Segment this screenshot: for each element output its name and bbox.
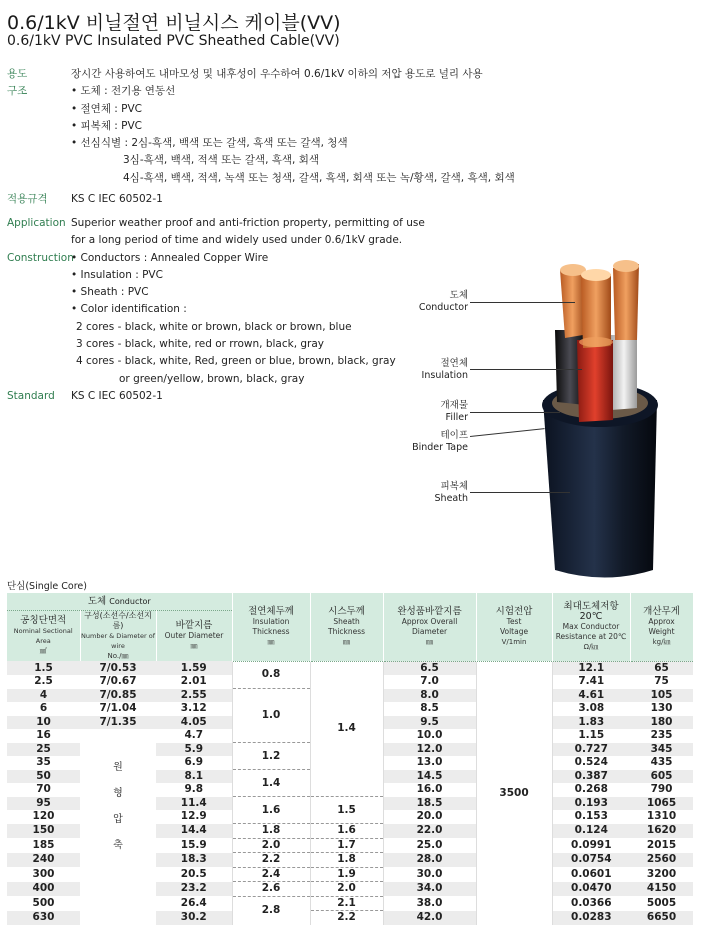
cell-max-resistance: 7.41 [552,675,630,689]
cell-sheath-thickness: 1.6 [310,824,383,839]
header-overall-en2: Diameter [412,626,448,636]
cell-area: 1.5 [7,661,80,675]
header-max-resistance-ko: 최대도체저항20℃ [563,600,619,622]
cell-sheath-thickness: 2.1 [310,896,383,911]
application-line-2: for a long period of time and widely used under 0.6/1kV grade. [71,234,403,247]
callout-filler-line [470,412,560,413]
cell-max-resistance: 0.0283 [552,911,630,925]
construction-3cores: 3 cores - black, white, red or rrown, black, gray [76,338,325,351]
construction-2cores: 2 cores - black, white or brown, black or brown, blue [76,320,352,333]
cell-area: 150 [7,824,80,839]
cell-overall-diameter: 18.5 [383,797,476,811]
cell-weight: 1620 [630,824,693,839]
cell-sheath-thickness: 2.2 [310,911,383,925]
header-insulation-unit: ㎜ [267,637,275,646]
cell-area: 50 [7,770,80,784]
cell-max-resistance: 0.387 [552,770,630,784]
cell-outer-diameter: 26.4 [156,896,232,911]
structure-sheath: • 피복체 : PVC [71,119,143,132]
header-max-resistance-unit: Ω/㎞ [583,642,599,651]
cell-outer-diameter: 1.59 [156,661,232,675]
red-core-top [579,337,613,347]
cell-max-resistance: 0.153 [552,810,630,824]
callout-insulation-en: Insulation [421,370,468,381]
cell-outer-diameter: 4.05 [156,716,232,730]
cell-overall-diameter: 8.5 [383,702,476,716]
header-test-voltage-unit: V/1min [501,637,527,646]
cell-overall-diameter: 7.0 [383,675,476,689]
callout-filler-ko: 개재물 [440,400,468,411]
cell-overall-diameter: 9.5 [383,716,476,730]
cell-overall-diameter: 42.0 [383,911,476,925]
cell-strand: 7/0.53 [80,661,156,675]
cell-area: 95 [7,797,80,811]
header-sheath-en1: Sheath [333,616,360,626]
cell-overall-diameter: 6.5 [383,661,476,675]
header-test-voltage-en2: Voltage [499,626,529,636]
cell-outer-diameter: 23.2 [156,882,232,897]
cell-max-resistance: 0.0366 [552,896,630,911]
compact-label-char: 형 [113,788,123,799]
cell-outer-diameter: 6.9 [156,756,232,770]
cell-weight: 5005 [630,896,693,911]
header-conductor [7,593,232,611]
header-weight-en2: Weight [648,626,675,636]
cell-outer-diameter: 2.55 [156,689,232,703]
header-overall-en1: Approx Overall [401,616,458,626]
cell-outer-diameter: 15.9 [156,838,232,853]
header-insulation [232,593,310,661]
cell-weight: 1310 [630,810,693,824]
header-sheath-unit: ㎜ [343,637,351,646]
cell-insulation-thickness: 0.8 [232,661,310,689]
construction-conductors: • Conductors : Annealed Copper Wire [71,251,269,264]
cell-outer-diameter: 12.9 [156,810,232,824]
cell-overall-diameter: 16.0 [383,783,476,797]
cell-max-resistance: 0.124 [552,824,630,839]
header-weight-unit: kg/㎞ [652,637,671,646]
header-weight-ko: 개산무게 [643,605,680,617]
standard-label-en: Standard [7,389,55,402]
cell-max-resistance: 0.193 [552,797,630,811]
callout-tape-en: Binder Tape [412,442,468,453]
construction-sheath: • Sheath : PVC [71,286,149,299]
cell-max-resistance: 4.61 [552,689,630,703]
callout-insulation-line [470,369,582,370]
callout-sheath-en: Sheath [434,493,468,504]
header-conductor-en: Conductor [109,596,151,606]
cell-weight: 605 [630,770,693,784]
cell-overall-diameter: 34.0 [383,882,476,897]
cell-outer-diameter: 9.8 [156,783,232,797]
cell-weight: 105 [630,689,693,703]
header-area-ko: 공칭단면적 [20,615,67,626]
cell-insulation-thickness: 2.0 [232,838,310,853]
structure-conductor: • 도체 : 전기용 연동선 [71,85,176,98]
structure-color-3core: 3심-흑색, 백색, 적색 또는 갈색, 흑색, 회색 [123,154,319,167]
cell-overall-diameter: 28.0 [383,853,476,868]
cell-max-resistance: 12.1 [552,661,630,675]
cell-outer-diameter: 18.3 [156,853,232,868]
cell-overall-diameter: 10.0 [383,729,476,743]
construction-4cores-cont: or green/yellow, brown, black, gray [119,372,305,385]
cell-weight: 2015 [630,838,693,853]
cell-area: 185 [7,838,80,853]
cell-overall-diameter: 25.0 [383,838,476,853]
english-spec-block [7,215,425,405]
header-strand-unit: No./㎜ [107,652,129,660]
cell-sheath-thickness: 1.9 [310,867,383,882]
cell-overall-diameter: 12.0 [383,743,476,757]
header-sheath [310,593,383,661]
header-sheath-ko: 시스두께 [328,605,365,617]
cell-weight: 130 [630,702,693,716]
header-insulation-en1: Insulation [252,616,290,626]
cell-sheath-thickness: 1.5 [310,797,383,824]
construction-4cores: 4 cores - black, white, Red, green or blue, brown, black, gray [76,355,396,368]
cell-area: 35 [7,756,80,770]
cell-sheath-thickness: 2.0 [310,882,383,897]
usage-text: 장시간 사용하여도 내마모성 및 내후성이 우수하여 0.6/1kV 이하의 저압 용도로 널리 사용 [71,68,483,80]
cell-strand: 7/0.67 [80,675,156,689]
header-od-unit: ㎜ [190,642,198,650]
header-overall-ko: 완성품바깥지름 [397,605,462,617]
header-test-voltage [476,593,552,661]
page-title-korean: 0.6/1kV 비닐절연 비닐시스 케이블(VV) [7,12,341,34]
cell-weight: 180 [630,716,693,730]
cell-insulation-thickness: 2.2 [232,853,310,868]
compact-label-char: 축 [113,840,123,851]
table-title: 단심(Single Core) [7,581,87,592]
cell-outer-diameter: 20.5 [156,867,232,882]
cell-max-resistance: 1.15 [552,729,630,743]
cell-insulation-thickness: 1.2 [232,743,310,770]
copper-conductor-right [613,264,639,340]
compact-label-char: 원 [113,762,123,773]
header-max-resistance [552,593,630,661]
cell-outer-diameter: 4.7 [156,729,232,743]
callout-conductor-line [470,302,575,303]
header-max-resistance-en1: Max Conductor [562,621,620,631]
callout-conductor-ko: 도체 [449,290,468,301]
cell-weight: 6650 [630,911,693,925]
callout-sheath-ko: 피복체 [440,481,468,492]
callout-sheath [400,481,468,505]
callout-conductor [400,290,468,314]
header-insulation-en2: Thickness [252,626,290,636]
header-strand [80,611,156,662]
cell-weight: 65 [630,661,693,675]
callout-insulation [400,358,468,382]
header-od-en: Outer Diameter [164,631,224,640]
callout-sheath-line [470,492,570,493]
cell-area: 16 [7,729,80,743]
page-title-english: 0.6/1kV PVC Insulated PVC Sheathed Cable(VV) [7,33,340,49]
cell-overall-diameter: 30.0 [383,867,476,882]
application-line-1: Superior weather proof and anti-friction property, permitting of use [71,217,425,229]
standard-value-ko: KS C IEC 60502-1 [71,193,163,206]
construction-insulation: • Insulation : PVC [71,268,163,281]
cell-insulation-thickness: 1.0 [232,689,310,743]
cell-strand: 7/0.85 [80,689,156,703]
cell-outer-diameter: 2.01 [156,675,232,689]
cell-weight: 235 [630,729,693,743]
header-overall [383,593,476,661]
header-od-ko: 바깥지름 [175,620,213,631]
compact-label-char: 압 [113,814,123,825]
cell-overall-diameter: 14.5 [383,770,476,784]
cell-insulation-thickness: 2.6 [232,882,310,897]
cell-max-resistance: 0.727 [552,743,630,757]
header-strand-en: Number & Diameter of wire [81,632,155,650]
construction-color: • Color identification : [71,303,187,316]
cell-max-resistance: 0.268 [552,783,630,797]
cell-area: 400 [7,882,80,897]
cell-max-resistance: 3.08 [552,702,630,716]
cell-weight: 4150 [630,882,693,897]
cell-area: 10 [7,716,80,730]
cell-area: 300 [7,867,80,882]
structure-insulation: • 절연체 : PVC [71,102,143,115]
cell-area: 500 [7,896,80,911]
copper-end-right [613,260,639,272]
cell-max-resistance: 0.524 [552,756,630,770]
copper-end-center [581,269,611,281]
cell-outer-diameter: 14.4 [156,824,232,839]
cell-strand: 7/1.04 [80,702,156,716]
cell-overall-diameter: 20.0 [383,810,476,824]
usage-label: 용도 [7,68,28,80]
header-weight-en1: Approx [648,616,675,626]
spec-table-body [7,661,693,925]
cell-outer-diameter: 11.4 [156,797,232,811]
header-insulation-ko: 절연체두께 [248,605,294,617]
cell-max-resistance: 1.83 [552,716,630,730]
cell-sheath-thickness: 1.7 [310,838,383,853]
cell-overall-diameter: 38.0 [383,896,476,911]
construction-label: Construction [7,251,74,264]
cell-area: 70 [7,783,80,797]
structure-color-id: • 선심식별 : 2심-흑색, 백색 또는 갈색, 흑색 또는 갈색, 청색 [71,137,348,150]
cell-area: 630 [7,911,80,925]
application-label: Application [7,217,66,229]
callout-tape-ko: 테이프 [440,430,468,441]
header-area-unit: ㎟ [39,647,47,655]
cell-compact-stranded [80,729,156,925]
table-row [7,661,693,675]
cell-insulation-thickness: 1.4 [232,770,310,797]
header-weight [630,593,693,661]
cell-weight: 75 [630,675,693,689]
header-outer-diameter [156,611,232,662]
structure-color-4core: 4심-흑색, 백색, 적색, 녹색 또는 청색, 갈색, 흑색, 회색 또는 녹/황색, 갈색, 흑색, 회색 [123,171,515,184]
header-test-voltage-en1: Test [506,616,522,626]
cell-insulation-thickness: 2.8 [232,896,310,925]
cell-weight: 2560 [630,853,693,868]
cell-test-voltage: 3500 [476,661,552,925]
cell-weight: 435 [630,756,693,770]
cell-max-resistance: 0.0470 [552,882,630,897]
copper-conductor-center [581,274,611,348]
cell-area: 4 [7,689,80,703]
cell-area: 240 [7,853,80,868]
cell-outer-diameter: 8.1 [156,770,232,784]
header-overall-unit: ㎜ [426,637,434,646]
callout-conductor-en: Conductor [418,302,468,313]
cell-overall-diameter: 22.0 [383,824,476,839]
header-test-voltage-ko: 시험전압 [495,605,533,617]
cell-sheath-thickness: 1.4 [310,661,383,797]
korean-spec-block [7,66,515,208]
spec-table [7,593,694,925]
cell-insulation-thickness: 1.8 [232,824,310,839]
cell-max-resistance: 0.0991 [552,838,630,853]
cell-weight: 345 [630,743,693,757]
cell-weight: 1065 [630,797,693,811]
callout-tape [400,430,468,454]
cell-area: 120 [7,810,80,824]
gray-core [611,335,637,410]
callout-insulation-ko: 절연체 [440,358,468,369]
cell-weight: 790 [630,783,693,797]
cell-strand: 7/1.35 [80,716,156,730]
cell-weight: 3200 [630,867,693,882]
header-sheath-en2: Thickness [327,626,366,636]
cell-area: 25 [7,743,80,757]
cell-area: 2.5 [7,675,80,689]
cell-outer-diameter: 3.12 [156,702,232,716]
cell-sheath-thickness: 1.8 [310,853,383,868]
cell-overall-diameter: 13.0 [383,756,476,770]
cell-max-resistance: 0.0601 [552,867,630,882]
cell-overall-diameter: 8.0 [383,689,476,703]
header-conductor-ko: 도체 [87,595,107,607]
cell-area: 6 [7,702,80,716]
red-core [577,340,613,422]
cell-outer-diameter: 5.9 [156,743,232,757]
callout-filler-en: Filler [445,412,468,423]
structure-label: 구조 [7,85,28,98]
header-area-en: Nominal Sectional Area [13,627,73,645]
header-max-resistance-en2: Resistance at 20℃ [555,631,627,641]
cell-outer-diameter: 30.2 [156,911,232,925]
header-area [7,611,80,662]
callout-filler [400,400,468,424]
cell-max-resistance: 0.0754 [552,853,630,868]
header-strand-ko: 구성(소선수/소선지름) [84,611,152,630]
cell-insulation-thickness: 1.6 [232,797,310,824]
cell-insulation-thickness: 2.4 [232,867,310,882]
standard-value-en: KS C IEC 60502-1 [71,389,163,402]
standard-label-ko: 적용규격 [7,193,48,206]
